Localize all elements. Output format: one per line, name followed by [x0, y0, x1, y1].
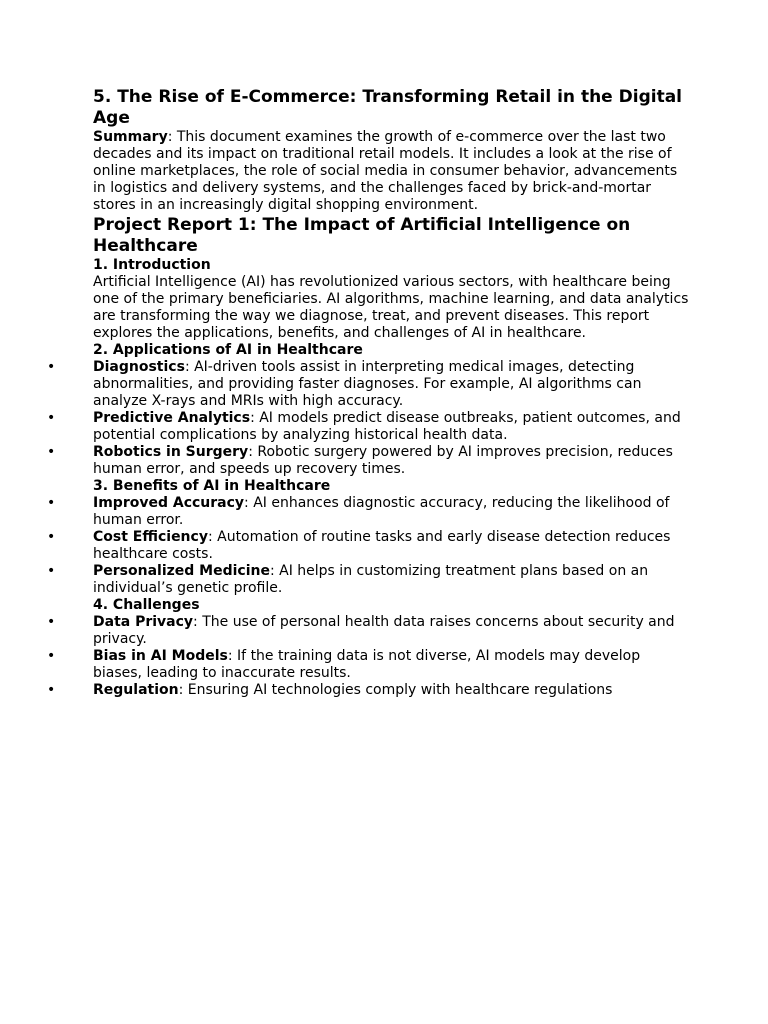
bullet-icon: • [47, 444, 56, 460]
challenges-list [47, 614, 693, 699]
bullet-icon: • [47, 648, 56, 664]
list-item-term: Personalized Medicine [93, 563, 270, 579]
list-item-term: Improved Accuracy [93, 495, 245, 511]
list-item-text: : Robotic surgery powered by AI improves precision, reduces human error, and speeds up recovery times. [93, 444, 673, 477]
bullet-icon: • [47, 495, 56, 511]
list-item [47, 410, 693, 444]
list-item [47, 495, 693, 529]
list-item [47, 529, 693, 563]
list-item-text: : AI models predict disease outbreaks, patient outcomes, and potential complications by analyzing historical health data. [93, 410, 681, 443]
list-item-text: : Ensuring AI technologies comply with healthcare regulations [178, 682, 613, 698]
list-item [47, 563, 693, 597]
list-item [47, 444, 693, 478]
bullet-icon: • [47, 614, 56, 630]
bullet-icon: • [47, 410, 56, 426]
report-title: Project Report 1: The Impact of Artificial Intelligence on Healthcare [93, 215, 631, 256]
bullet-icon: • [47, 529, 56, 545]
list-item-term: Robotics in Surgery [93, 444, 249, 460]
document-page [47, 86, 693, 699]
benefits-list [47, 495, 693, 597]
list-item-term: Cost Efficiency [93, 529, 208, 545]
list-item-text: : Automation of routine tasks and early disease detection reduces healthcare costs. [93, 529, 671, 562]
list-item-term: Diagnostics [93, 359, 185, 375]
challenges-heading: 4. Challenges [93, 597, 200, 613]
list-item-text: : If the training data is not diverse, AI models may develop biases, leading to inaccurate results. [93, 648, 641, 681]
list-item-text: : AI enhances diagnostic accuracy, reducing the likelihood of human error. [93, 495, 670, 528]
intro-heading: 1. Introduction [93, 257, 211, 273]
bullet-icon: • [47, 563, 56, 579]
bullet-icon: • [47, 682, 56, 698]
list-item-term: Bias in AI Models [93, 648, 228, 664]
list-item [47, 648, 693, 682]
list-item-term: Regulation [93, 682, 179, 698]
doc5-title: 5. The Rise of E-Commerce: Transforming Retail in the Digital Age [93, 87, 682, 128]
list-item [47, 359, 693, 410]
list-item-text: : AI helps in customizing treatment plans based on an individual’s genetic profile. [93, 563, 649, 596]
applications-list [47, 359, 693, 478]
list-item-text: : AI-driven tools assist in interpreting medical images, detecting abnormalities, and providing faster diagnoses. For example, AI algorithms can analyze X-rays and MRIs with high accuracy. [93, 359, 642, 409]
list-item-term: Predictive Analytics [93, 410, 251, 426]
benefits-heading: 3. Benefits of AI in Healthcare [93, 478, 331, 494]
list-item-term: Data Privacy [93, 614, 194, 630]
summary-text: : This document examines the growth of e-commerce over the last two decades and its impact on traditional retail models. It includes a look at the rise of online marketplaces, the role of social media in consumer behavior, advancements in logistics and delivery systems, and the challenges faced by brick-and-mortar stores in an increasingly digital shopping environment. [93, 129, 678, 213]
doc5-summary [93, 129, 693, 214]
list-item [47, 614, 693, 648]
summary-label: Summary [93, 129, 168, 145]
list-item [47, 682, 693, 699]
applications-heading: 2. Applications of AI in Healthcare [93, 342, 363, 358]
bullet-icon: • [47, 359, 56, 375]
list-item-text: : The use of personal health data raises concerns about security and privacy. [93, 614, 675, 647]
intro-paragraph: Artificial Intelligence (AI) has revolutionized various sectors, with healthcare being one of the primary beneficiaries. AI algorithms, machine learning, and data analytics are transforming the way we diagnose, treat, and prevent diseases. This report explores the applications, benefits, and challenges of AI in healthcare. [93, 274, 689, 341]
